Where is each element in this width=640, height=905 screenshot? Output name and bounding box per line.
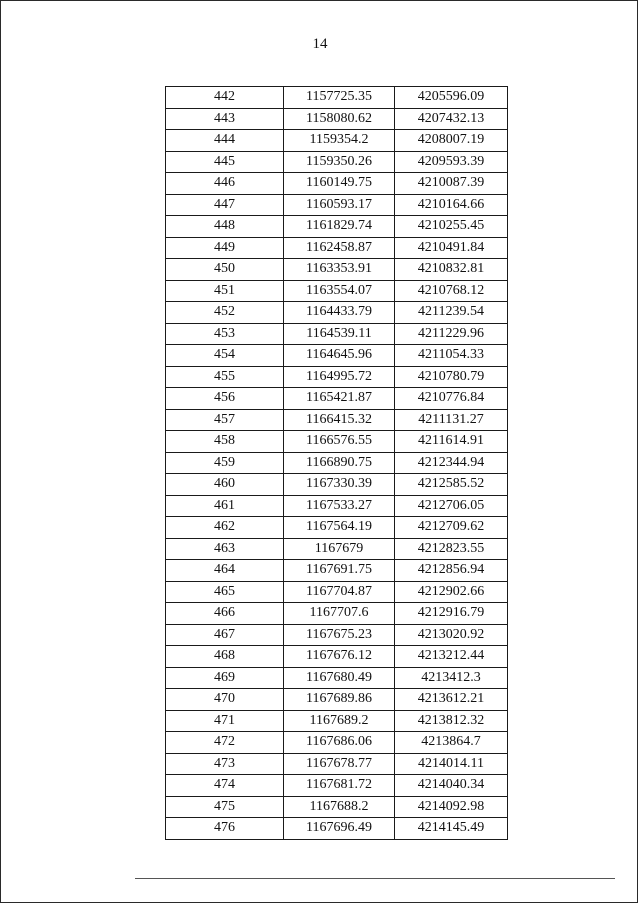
y-coordinate-cell: 4209593.39 (395, 151, 508, 173)
table-row (166, 409, 508, 431)
x-coordinate-cell: 1167689.86 (284, 689, 395, 711)
x-coordinate-cell: 1167688.2 (284, 796, 395, 818)
point-number-cell: 464 (166, 560, 284, 582)
x-coordinate-cell: 1162458.87 (284, 237, 395, 259)
table-row (166, 753, 508, 775)
x-coordinate-cell: 1157725.35 (284, 87, 395, 109)
point-number-cell: 455 (166, 366, 284, 388)
y-coordinate-cell: 4211239.54 (395, 302, 508, 324)
y-coordinate-cell: 4212709.62 (395, 517, 508, 539)
y-coordinate-cell: 4210832.81 (395, 259, 508, 281)
y-coordinate-cell: 4210780.79 (395, 366, 508, 388)
y-coordinate-cell: 4213212.44 (395, 646, 508, 668)
x-coordinate-cell: 1160593.17 (284, 194, 395, 216)
y-coordinate-cell: 4214092.98 (395, 796, 508, 818)
coordinates-table (165, 86, 508, 840)
page-number: 14 (312, 36, 328, 52)
table-row (166, 259, 508, 281)
x-coordinate-cell: 1167704.87 (284, 581, 395, 603)
y-coordinate-cell: 4210087.39 (395, 173, 508, 195)
point-number-cell: 457 (166, 409, 284, 431)
point-number-cell: 452 (166, 302, 284, 324)
x-coordinate-cell: 1167533.27 (284, 495, 395, 517)
point-number-cell: 466 (166, 603, 284, 625)
table-row (166, 87, 508, 109)
x-coordinate-cell: 1167681.72 (284, 775, 395, 797)
table-row (166, 710, 508, 732)
y-coordinate-cell: 4212856.94 (395, 560, 508, 582)
y-coordinate-cell: 4214014.11 (395, 753, 508, 775)
table-row (166, 474, 508, 496)
y-coordinate-cell: 4210491.84 (395, 237, 508, 259)
x-coordinate-cell: 1166415.32 (284, 409, 395, 431)
point-number-cell: 458 (166, 431, 284, 453)
point-number-cell: 471 (166, 710, 284, 732)
x-coordinate-cell: 1160149.75 (284, 173, 395, 195)
x-coordinate-cell: 1164433.79 (284, 302, 395, 324)
y-coordinate-cell: 4213612.21 (395, 689, 508, 711)
table-row (166, 431, 508, 453)
table-row (166, 108, 508, 130)
table-row (166, 151, 508, 173)
point-number-cell: 454 (166, 345, 284, 367)
point-number-cell: 451 (166, 280, 284, 302)
x-coordinate-cell: 1167689.2 (284, 710, 395, 732)
point-number-cell: 472 (166, 732, 284, 754)
x-coordinate-cell: 1167564.19 (284, 517, 395, 539)
y-coordinate-cell: 4212344.94 (395, 452, 508, 474)
x-coordinate-cell: 1167678.77 (284, 753, 395, 775)
table-row (166, 130, 508, 152)
x-coordinate-cell: 1167686.06 (284, 732, 395, 754)
table-row (166, 581, 508, 603)
point-number-cell: 463 (166, 538, 284, 560)
y-coordinate-cell: 4213412.3 (395, 667, 508, 689)
point-number-cell: 474 (166, 775, 284, 797)
table-row (166, 495, 508, 517)
y-coordinate-cell: 4211054.33 (395, 345, 508, 367)
table-row (166, 624, 508, 646)
y-coordinate-cell: 4208007.19 (395, 130, 508, 152)
y-coordinate-cell: 4213864.7 (395, 732, 508, 754)
point-number-cell: 473 (166, 753, 284, 775)
y-coordinate-cell: 4214040.34 (395, 775, 508, 797)
point-number-cell: 476 (166, 818, 284, 840)
y-coordinate-cell: 4212585.52 (395, 474, 508, 496)
point-number-cell: 456 (166, 388, 284, 410)
x-coordinate-cell: 1167679 (284, 538, 395, 560)
table-row (166, 517, 508, 539)
x-coordinate-cell: 1165421.87 (284, 388, 395, 410)
y-coordinate-cell: 4211131.27 (395, 409, 508, 431)
point-number-cell: 443 (166, 108, 284, 130)
x-coordinate-cell: 1163353.91 (284, 259, 395, 281)
table-row (166, 237, 508, 259)
point-number-cell: 462 (166, 517, 284, 539)
y-coordinate-cell: 4211229.96 (395, 323, 508, 345)
point-number-cell: 461 (166, 495, 284, 517)
point-number-cell: 467 (166, 624, 284, 646)
point-number-cell: 442 (166, 87, 284, 109)
table-row (166, 345, 508, 367)
y-coordinate-cell: 4210776.84 (395, 388, 508, 410)
point-number-cell: 449 (166, 237, 284, 259)
y-coordinate-cell: 4212706.05 (395, 495, 508, 517)
x-coordinate-cell: 1167676.12 (284, 646, 395, 668)
x-coordinate-cell: 1167680.49 (284, 667, 395, 689)
y-coordinate-cell: 4213020.92 (395, 624, 508, 646)
y-coordinate-cell: 4210164.66 (395, 194, 508, 216)
point-number-cell: 453 (166, 323, 284, 345)
y-coordinate-cell: 4214145.49 (395, 818, 508, 840)
table-row (166, 560, 508, 582)
x-coordinate-cell: 1164539.11 (284, 323, 395, 345)
point-number-cell: 444 (166, 130, 284, 152)
y-coordinate-cell: 4212902.66 (395, 581, 508, 603)
x-coordinate-cell: 1167707.6 (284, 603, 395, 625)
bottom-rule (135, 878, 615, 879)
x-coordinate-cell: 1158080.62 (284, 108, 395, 130)
point-number-cell: 460 (166, 474, 284, 496)
x-coordinate-cell: 1167691.75 (284, 560, 395, 582)
y-coordinate-cell: 4210768.12 (395, 280, 508, 302)
coordinates-table-body (166, 87, 508, 840)
table-row (166, 173, 508, 195)
y-coordinate-cell: 4207432.13 (395, 108, 508, 130)
x-coordinate-cell: 1159350.26 (284, 151, 395, 173)
table-row (166, 538, 508, 560)
x-coordinate-cell: 1159354.2 (284, 130, 395, 152)
point-number-cell: 465 (166, 581, 284, 603)
x-coordinate-cell: 1164645.96 (284, 345, 395, 367)
x-coordinate-cell: 1164995.72 (284, 366, 395, 388)
y-coordinate-cell: 4211614.91 (395, 431, 508, 453)
table-row (166, 280, 508, 302)
table-row (166, 388, 508, 410)
x-coordinate-cell: 1166890.75 (284, 452, 395, 474)
point-number-cell: 445 (166, 151, 284, 173)
table-row (166, 323, 508, 345)
table-row (166, 646, 508, 668)
table-row (166, 732, 508, 754)
table-row (166, 194, 508, 216)
y-coordinate-cell: 4210255.45 (395, 216, 508, 238)
x-coordinate-cell: 1167696.49 (284, 818, 395, 840)
table-row (166, 366, 508, 388)
point-number-cell: 459 (166, 452, 284, 474)
y-coordinate-cell: 4212823.55 (395, 538, 508, 560)
y-coordinate-cell: 4212916.79 (395, 603, 508, 625)
point-number-cell: 450 (166, 259, 284, 281)
table-row (166, 818, 508, 840)
table-row (166, 775, 508, 797)
table-row (166, 452, 508, 474)
point-number-cell: 475 (166, 796, 284, 818)
table-row (166, 667, 508, 689)
point-number-cell: 470 (166, 689, 284, 711)
table-row (166, 603, 508, 625)
x-coordinate-cell: 1161829.74 (284, 216, 395, 238)
x-coordinate-cell: 1167330.39 (284, 474, 395, 496)
table-row (166, 216, 508, 238)
x-coordinate-cell: 1167675.23 (284, 624, 395, 646)
x-coordinate-cell: 1163554.07 (284, 280, 395, 302)
point-number-cell: 468 (166, 646, 284, 668)
table-row (166, 302, 508, 324)
point-number-cell: 446 (166, 173, 284, 195)
y-coordinate-cell: 4205596.09 (395, 87, 508, 109)
table-row (166, 796, 508, 818)
x-coordinate-cell: 1166576.55 (284, 431, 395, 453)
point-number-cell: 448 (166, 216, 284, 238)
y-coordinate-cell: 4213812.32 (395, 710, 508, 732)
point-number-cell: 469 (166, 667, 284, 689)
table-row (166, 689, 508, 711)
point-number-cell: 447 (166, 194, 284, 216)
